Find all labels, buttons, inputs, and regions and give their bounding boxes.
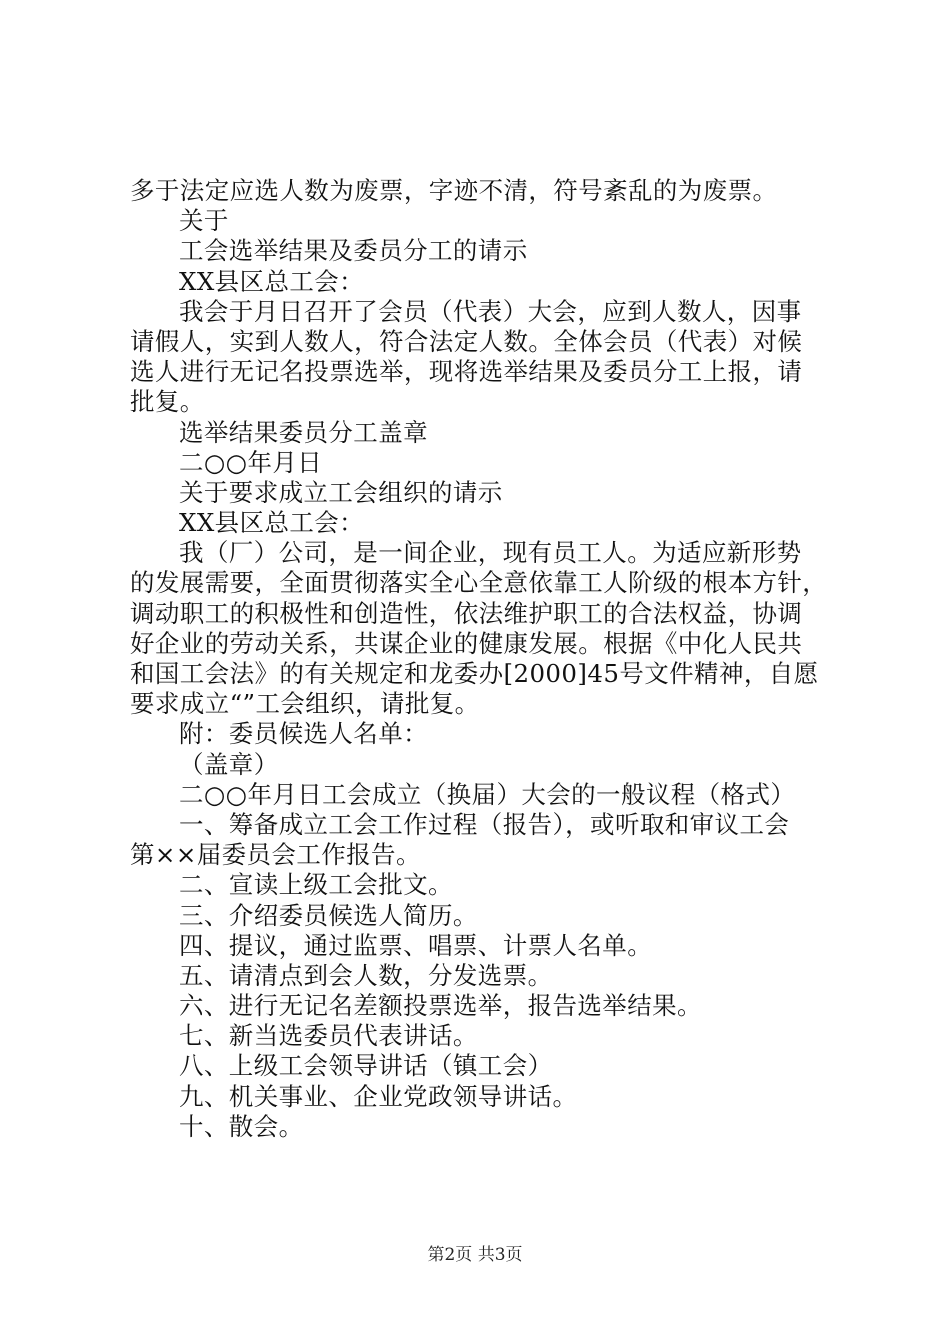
page-number-footer: 第2页 共3页	[427, 1245, 523, 1265]
text-line: 我（厂）公司，是一间企业，现有员工人。为适应新形势	[179, 538, 802, 568]
text-line: 五、请清点到会人数，分发选票。	[179, 960, 553, 990]
text-line: 九、机关事业、企业党政领导讲话。	[179, 1081, 578, 1111]
text-line: 多于法定应选人数为废票，字迹不清，符号紊乱的为废票。	[130, 176, 778, 205]
text-line: 要求成立“”工会组织，请批复。	[130, 689, 480, 719]
text-line: 批复。	[130, 387, 205, 417]
text-line: 工会选举结果及委员分工的请示	[179, 236, 528, 266]
text-line: 附：委员候选人名单：	[179, 719, 428, 749]
text-line: XX县区总工会：	[179, 508, 365, 538]
text-line: 我会于月日召开了会员（代表）大会，应到人数人，因事	[179, 296, 802, 326]
text-line: 七、新当选委员代表讲话。	[179, 1021, 478, 1051]
text-line: 八、上级工会领导讲话（镇工会）	[179, 1051, 553, 1081]
text-line: 第××届委员会工作报告。	[130, 840, 421, 870]
text-line: 四、提议，通过监票、唱票、计票人名单。	[179, 930, 653, 960]
text-line: 调动职工的积极性和创造性，依法维护职工的合法权益，协调	[130, 598, 803, 628]
text-line: 二、宣读上级工会批文。	[179, 870, 453, 900]
text-line: 十、散会。	[179, 1111, 304, 1141]
text-line: 选举结果委员分工盖章	[179, 417, 428, 447]
text-line: XX县区总工会：	[179, 266, 365, 296]
text-line: 的发展需要，全面贯彻落实全心全意依靠工人阶级的根本方针，	[130, 568, 828, 598]
text-line: 二○○年月日	[179, 447, 323, 477]
text-line: 六、进行无记名差额投票选举，报告选举结果。	[179, 991, 702, 1021]
text-line: 三、介绍委员候选人简历。	[179, 900, 478, 930]
text-line: 和国工会法》的有关规定和龙委办[2000]45号文件精神，自愿	[130, 659, 819, 688]
document-body	[130, 176, 835, 1142]
text-line: 请假人，实到人数人，符合法定人数。全体会员（代表）对候	[130, 326, 803, 356]
text-line: 二○○年月日工会成立（换届）大会的一般议程（格式）	[179, 779, 796, 809]
text-line: 一、筹备成立工会工作过程（报告），或听取和审议工会	[179, 809, 790, 839]
text-line: （盖章）	[179, 749, 279, 779]
text-line: 关于	[179, 206, 229, 236]
text-line: 好企业的劳动关系，共谋企业的健康发展。根据《中化人民共	[130, 628, 803, 658]
text-line: 选人进行无记名投票选举，现将选举结果及委员分工上报，请	[130, 357, 803, 387]
text-line: 关于要求成立工会组织的请示	[179, 477, 503, 507]
